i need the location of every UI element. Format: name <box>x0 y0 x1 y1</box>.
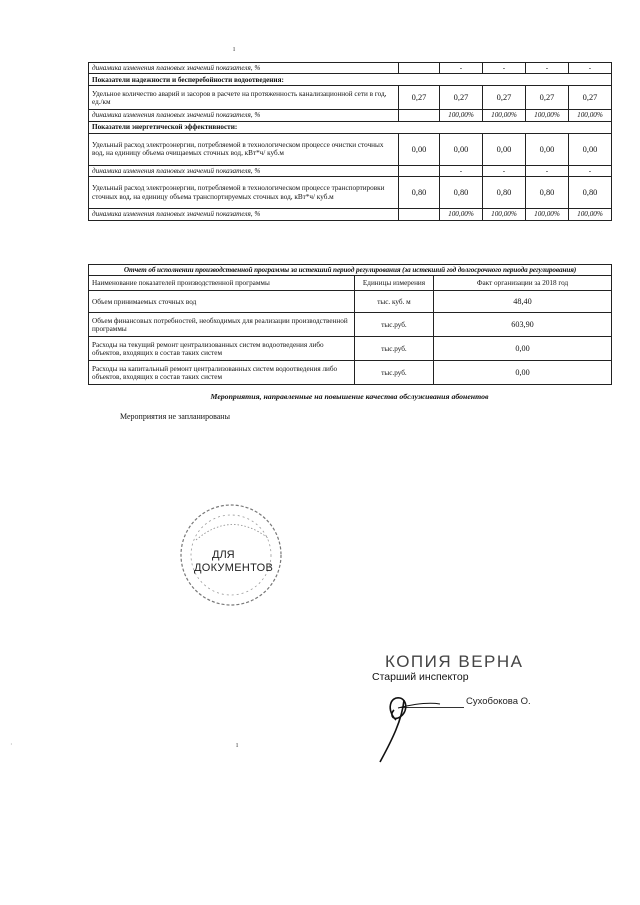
value-cell: 0,80 <box>526 177 569 209</box>
indicators-table <box>88 62 612 221</box>
report-row-fact: 603,90 <box>434 313 612 337</box>
value-cell: 0,00 <box>526 133 569 165</box>
signer-name: Сухобокова О. <box>466 696 531 707</box>
report-row <box>89 361 612 385</box>
value-cell: - <box>440 63 483 74</box>
value-cell: 0,00 <box>569 133 612 165</box>
value-cell: 0,00 <box>440 133 483 165</box>
report-row-name: Расходы на текущий ремонт централизованных систем водоотведения либо объектов, входящих в состав таких систем <box>89 337 355 361</box>
report-row-unit: тыс. куб. м <box>355 291 434 313</box>
stamp-line1: ДЛЯ <box>212 549 235 561</box>
value-cell: - <box>526 63 569 74</box>
value-cell: 0,00 <box>483 133 526 165</box>
handwritten-signature-icon <box>368 690 443 770</box>
value-cell: 0,80 <box>440 177 483 209</box>
report-row-unit: тыс.руб. <box>355 337 434 361</box>
report-row-name: Объем принимаемых сточных вод <box>89 291 355 313</box>
dynamics-row <box>89 165 612 176</box>
report-row-unit: тыс.руб. <box>355 313 434 337</box>
value-cell: 0,80 <box>399 177 440 209</box>
report-row-fact: 48,40 <box>434 291 612 313</box>
value-cell: 100,00% <box>483 110 526 121</box>
value-cell: 100,00% <box>526 209 569 220</box>
report-row-name: Расходы на капитальный ремонт централизованных систем водоотведения либо объектов, входящих в состав таких систем <box>89 361 355 385</box>
scan-mark: ı <box>236 740 239 749</box>
value-cell <box>399 110 440 121</box>
value-cell: 0,27 <box>526 86 569 110</box>
report-title: Отчет об исполнении производственной программы за истекший период регулирования (за истекший год долгосрочного периода регулирования) <box>89 265 612 276</box>
section-title: Показатели энергетической эффективности: <box>89 121 612 133</box>
section-row <box>89 121 612 133</box>
dynamics-row <box>89 63 612 74</box>
report-row <box>89 337 612 361</box>
value-cell: - <box>526 165 569 176</box>
value-cell: 0,80 <box>483 177 526 209</box>
value-cell: 100,00% <box>440 110 483 121</box>
value-cell: - <box>569 63 612 74</box>
report-table <box>88 264 612 385</box>
report-header-unit: Единицы измерения <box>355 276 434 291</box>
value-cell: - <box>483 165 526 176</box>
report-row-fact: 0,00 <box>434 337 612 361</box>
value-cell <box>399 63 440 74</box>
report-row-fact: 0,00 <box>434 361 612 385</box>
value-cell: 0,27 <box>399 86 440 110</box>
value-cell: - <box>440 165 483 176</box>
indicator-label: Удельный расход электроэнергии, потребляемой в технологическом процессе очистки сточных вод, на единицу объема очищаемых сточных вод, кВт*ч/ куб.м <box>89 133 399 165</box>
dynamics-label: динамика изменения плановых значений показателя, % <box>89 63 399 74</box>
dynamics-label: динамика изменения плановых значений показателя, % <box>89 165 399 176</box>
dynamics-row <box>89 110 612 121</box>
value-cell <box>399 209 440 220</box>
value-cell: 0,27 <box>483 86 526 110</box>
value-cell: 100,00% <box>526 110 569 121</box>
report-row-name: Объем финансовых потребностей, необходимых для реализации производственной программы <box>89 313 355 337</box>
value-cell: - <box>483 63 526 74</box>
section-row <box>89 74 612 86</box>
report-header-fact: Факт организации за 2018 год <box>434 276 612 291</box>
indicator-row <box>89 133 612 165</box>
dynamics-label: динамика изменения плановых значений показателя, % <box>89 110 399 121</box>
report-header-row <box>89 276 612 291</box>
report-title-row <box>89 265 612 276</box>
value-cell: 100,00% <box>483 209 526 220</box>
indicator-row <box>89 177 612 209</box>
value-cell: 0,80 <box>569 177 612 209</box>
indicator-label: Удельное количество аварий и засоров в расчете на протяженность канализационной сети в год, ед./км <box>89 86 399 110</box>
value-cell: 0,27 <box>440 86 483 110</box>
inspector-position: Старший инспектор <box>372 671 469 683</box>
value-cell: 100,00% <box>569 209 612 220</box>
stamp-line2: ДОКУМЕНТОВ <box>194 562 274 574</box>
dynamics-row <box>89 209 612 220</box>
value-cell: - <box>569 165 612 176</box>
copy-certified-stamp: КОПИЯ ВЕРНА <box>385 652 524 671</box>
measures-note: Мероприятия не запланированы <box>120 412 230 421</box>
dynamics-label: динамика изменения плановых значений показателя, % <box>89 209 399 220</box>
value-cell: 100,00% <box>440 209 483 220</box>
value-cell: 100,00% <box>569 110 612 121</box>
report-header-name: Наименование показателей производственной программы <box>89 276 355 291</box>
report-row-unit: тыс.руб. <box>355 361 434 385</box>
indicator-row <box>89 86 612 110</box>
value-cell <box>399 165 440 176</box>
value-cell: 0,27 <box>569 86 612 110</box>
report-row <box>89 291 612 313</box>
measures-heading: Мероприятия, направленные на повышение качества обслуживания абонентов <box>210 392 489 401</box>
report-row <box>89 313 612 337</box>
scan-mark: ı <box>233 44 236 53</box>
indicator-label: Удельный расход электроэнергии, потребляемой в технологическом процессе транспортировки сточных вод, на единицу объема транспортируемых сточных вод, кВт*ч/ куб.м <box>89 177 399 209</box>
scan-mark: · <box>10 740 13 749</box>
value-cell: 0,00 <box>399 133 440 165</box>
section-title: Показатели надежности и бесперебойности водоотведения: <box>89 74 612 86</box>
